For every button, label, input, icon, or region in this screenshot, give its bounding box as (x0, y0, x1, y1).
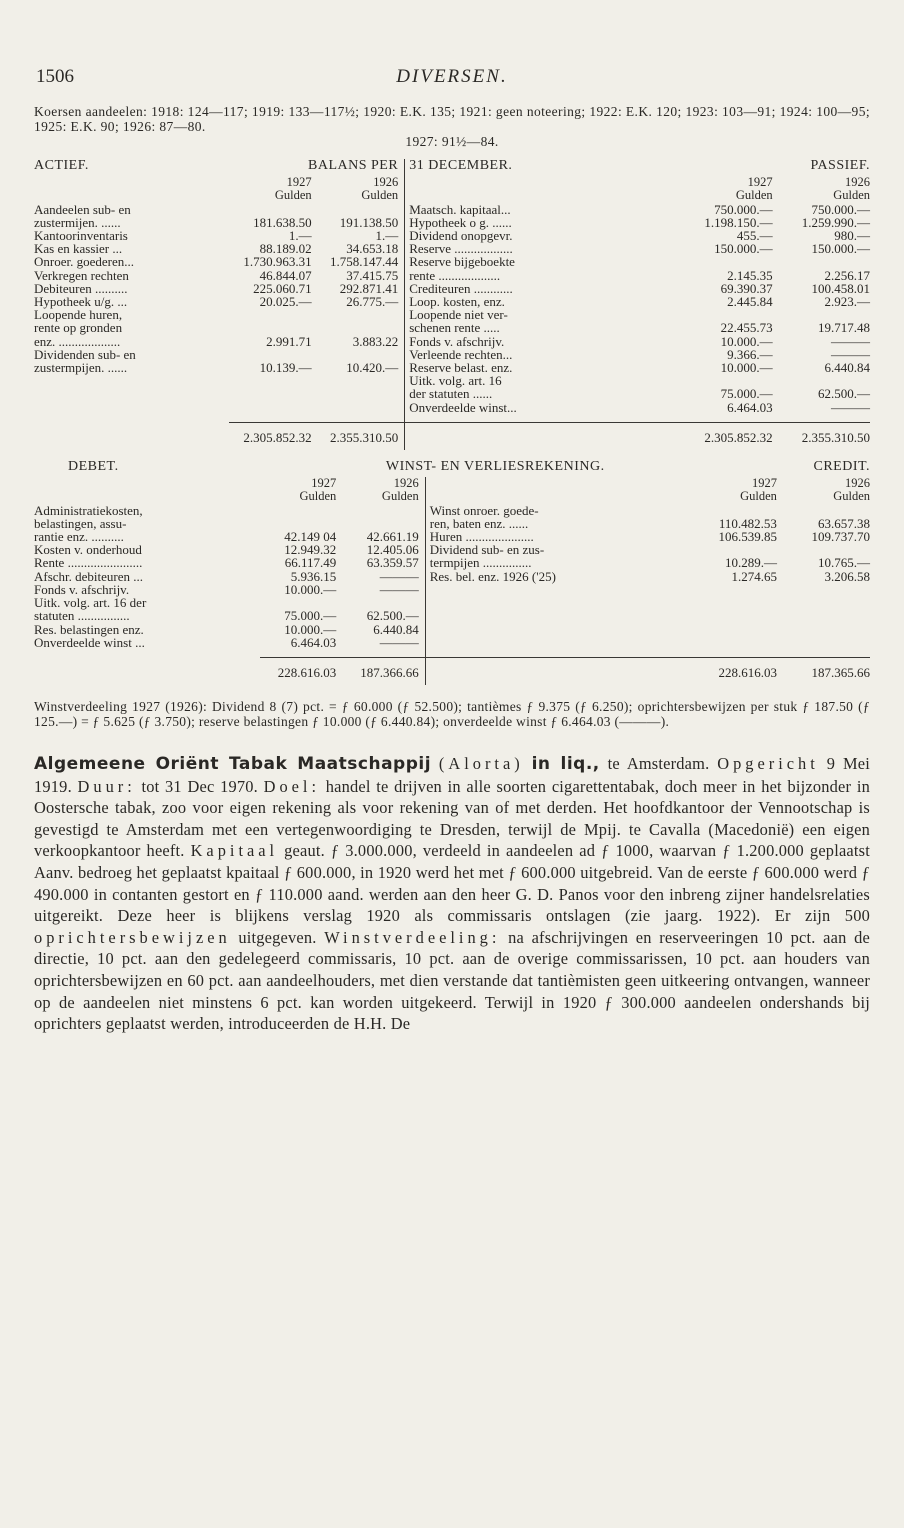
row-label: Huren ..................... (425, 530, 691, 543)
row-label: Dividenden sub- en (34, 346, 136, 362)
row-label: Loopende huren, (34, 307, 123, 323)
value-1927 (229, 321, 312, 334)
currency-label: Gulden (740, 489, 777, 504)
value-1927: 12.949.32 (284, 542, 337, 558)
value-1927: 106.539.85 (718, 529, 777, 545)
value-1926: 100.458.01 (811, 280, 870, 296)
share-prices-paragraph (34, 104, 870, 149)
value-1926: 19.717.48 (818, 320, 870, 336)
row-label (425, 609, 691, 622)
actief-heading: ACTIEF. (34, 158, 89, 173)
debet-heading: DEBET. (68, 459, 119, 475)
value-1927: 10.000.— (720, 333, 773, 349)
value-1927 (691, 636, 777, 649)
keyword-opgericht: Opgericht (717, 754, 819, 774)
value-1926: 980.— (834, 228, 870, 244)
value-1926: 62.500.— (818, 386, 870, 402)
value-1927: 10.000.— (720, 360, 773, 376)
value-1926 (312, 308, 405, 321)
row-label: schenen rente ..... (405, 321, 683, 334)
value-1926: 12.405.06 (366, 542, 419, 558)
entry-text: 9 Mei 1919. (34, 754, 870, 796)
entry-text: tot 31 Dec 1970. (141, 776, 258, 796)
value-1926 (773, 255, 870, 268)
row-label: Aandeelen sub- en (34, 201, 131, 217)
entry-text: uitgegeven. (238, 927, 317, 947)
row-label: Verleende rechten... (405, 348, 683, 361)
value-1926: 6.440.84 (373, 621, 419, 637)
entry-text: te Amsterdam. (607, 754, 710, 774)
row-label (34, 401, 229, 414)
year-1926: 1926 (373, 175, 399, 190)
row-label: zustermpijen. ...... (34, 360, 128, 376)
currency-label: Gulden (833, 188, 870, 203)
value-1926: ——— (379, 568, 419, 584)
profit-loss-table (34, 460, 870, 685)
value-1926: 2.256.17 (824, 267, 870, 283)
value-1927: 5.936.15 (290, 568, 337, 584)
value-1926 (312, 374, 405, 387)
value-1927: 10.139.— (259, 360, 312, 376)
value-1926: 6.440.84 (824, 360, 870, 376)
entry-text: handel te drijven in alle soorten cigarettentabak, doch meer in het bijzonder in Oostersche tabak, zoo voor eigen rekening als voor rekening van of met derden. Het hoofdkantoor der Vennootschap is gevestigd te Amsterdam met een vertegenwoordiging te Dresden, terwijl de Mpij. te Cavalla (Macedonië) een eigen verkoopkantoor heeft. (34, 776, 870, 861)
row-label: Afschr. debiteuren ... (34, 568, 144, 584)
passief-heading: PASSIEF. (810, 158, 870, 173)
table-row (34, 556, 870, 569)
row-label (425, 636, 691, 649)
table-row (34, 636, 870, 649)
value-1927: 1.274.65 (731, 568, 777, 584)
row-label: Res. bel. enz. 1926 ('25) (425, 570, 691, 583)
value-1927: 6.464.03 (727, 399, 773, 415)
value-1927: 6.464.03 (290, 634, 337, 650)
row-label: Loopende niet ver- (405, 308, 683, 321)
value-1926 (777, 504, 870, 517)
value-1927 (683, 255, 773, 268)
table-row (34, 583, 870, 596)
row-label: der statuten ...... (405, 387, 683, 400)
value-1927 (691, 583, 777, 596)
row-label (425, 623, 691, 636)
value-1927: 75.000.— (720, 386, 773, 402)
value-1927: 75.000.— (284, 608, 337, 624)
share-prices-line: Koersen aandeelen: 1918: 124—117; 1919: 133—117½; 1920: E.K. 135; 1921: geen noteering; 1922: E.K. 120; 1923: 103—91; 1924: 100—95; 1925: E.K. 90; 1926: 87—80. (34, 104, 870, 134)
value-1927: 1.198.150.— (704, 214, 773, 230)
row-label: Fonds v. afschrijv. (405, 335, 683, 348)
table-row (34, 255, 870, 268)
value-1926: 2.923.— (824, 294, 870, 310)
row-label: rente op gronden (34, 320, 123, 336)
liquidation-note: in liq., (531, 754, 600, 775)
value-1926: 63.359.57 (366, 555, 419, 571)
value-1927: 10.000.— (284, 621, 337, 637)
value-1926: 10.765.— (818, 555, 870, 571)
winst-heading: WINST- EN VERLIESREKENING. (385, 459, 605, 475)
value-1927: 110.482.53 (718, 515, 777, 531)
value-1926: 37.415.75 (346, 267, 399, 283)
table-row (34, 401, 870, 414)
value-1927: 66.117.49 (284, 555, 337, 571)
currency-label: Gulden (274, 188, 312, 203)
value-1926 (312, 401, 405, 414)
value-1926: 1.— (375, 228, 399, 244)
value-1926 (777, 623, 870, 636)
table-row (34, 335, 870, 348)
value-1927: 455.— (736, 228, 773, 244)
page-header (34, 60, 870, 90)
row-label: Crediteuren ............ (405, 282, 683, 295)
value-1927: 1.— (288, 228, 312, 244)
row-label: enz. ................... (34, 333, 121, 349)
page-number: 1506 (36, 66, 74, 87)
year-1926: 1926 (393, 476, 419, 491)
keyword-duur: Duur: (77, 776, 136, 796)
value-1927 (229, 203, 312, 216)
total-value: 228.616.03 (691, 657, 777, 685)
row-label: Rente ....................... (34, 555, 143, 571)
value-1926: 292.871.41 (339, 280, 399, 296)
total-value: 2.355.310.50 (312, 422, 405, 450)
row-label: Administratiekosten, (34, 502, 143, 518)
row-label: Reserve belast. enz. (405, 361, 683, 374)
value-1927: 9.366.— (727, 346, 773, 362)
value-1927: 69.390.37 (720, 280, 773, 296)
currency-label: Gulden (833, 489, 870, 504)
keyword-winstverdeeling: Winstverdeeling: (324, 927, 501, 947)
total-value: 2.355.310.50 (773, 422, 870, 450)
value-1926 (777, 596, 870, 609)
row-label (425, 596, 691, 609)
value-1927: 1.730.963.31 (243, 254, 312, 270)
value-1926: ——— (379, 581, 419, 597)
value-1926: ——— (831, 346, 870, 362)
row-label: Fonds v. afschrijv. (34, 581, 130, 597)
balance-totals-row (34, 422, 870, 450)
table-row (34, 504, 870, 517)
table-row (34, 570, 870, 583)
table-row (34, 321, 870, 334)
value-1926 (777, 583, 870, 596)
row-label: Verkregen rechten (34, 267, 129, 283)
value-1926 (312, 203, 405, 216)
value-1927 (260, 504, 337, 517)
row-label: Onverdeelde winst ... (34, 634, 145, 650)
value-1926: ——— (831, 399, 870, 415)
value-1927: 10.289.— (724, 555, 777, 571)
value-1926 (312, 321, 405, 334)
row-label: Onroer. goederen... (34, 254, 134, 270)
keyword-doel: Doel: (263, 776, 321, 796)
year-1927: 1927 (286, 175, 312, 190)
value-1927 (229, 387, 312, 400)
row-label: Kosten v. onderhoud (34, 542, 142, 558)
keyword-kapitaal: Kapitaal (190, 841, 279, 861)
row-label: Kas en kassier ... (34, 241, 123, 257)
row-label: Uitk. volg. art. 16 der (34, 595, 147, 611)
row-label (425, 583, 691, 596)
table-row (34, 387, 870, 400)
value-1927: 22.455.73 (720, 320, 773, 336)
row-label: Kantoorinventaris (34, 228, 128, 244)
value-1927: 2.445.84 (727, 294, 773, 310)
table-row (34, 596, 870, 609)
value-1926 (777, 636, 870, 649)
value-1926: 3.883.22 (352, 333, 399, 349)
keyword-oprichtersbewijzen: oprichtersbewijzen (34, 927, 231, 947)
row-label: ren, baten enz. ...... (425, 517, 691, 530)
row-label: Reserve bijgeboekte (405, 255, 683, 268)
row-label: zustermijen. ...... (34, 214, 121, 230)
share-prices-line-2: 1927: 91½—84. (405, 134, 499, 149)
entry-text: geaut. ƒ 3.000.000, verdeeld in aandeelen ad ƒ 1000, waarvan ƒ 1.200.000 geplaatst Aanv. bedroeg het geplaatst kpaitaal ƒ 600.000, in 1920 werd het met ƒ 600.000 uitgebreid. Van de eerste ƒ 600.000 werd ƒ 490.000 in contanten gestort en ƒ 110.000 aand. werden aan den heer G. D. Panos voor den inbreng zijner handelsrelaties uitgereikt. Deze heer is blijkens verslag 1920 als commissaris ontslagen (zie jaarg. 1922). Er zijn 500 (34, 841, 870, 926)
table-row (34, 203, 870, 216)
year-1927: 1927 (311, 476, 337, 491)
value-1927 (691, 623, 777, 636)
value-1926: 62.500.— (366, 608, 419, 624)
row-label: Loop. kosten, enz. (405, 295, 683, 308)
value-1926: ——— (379, 634, 419, 650)
value-1927 (691, 504, 777, 517)
value-1927: 225.060.71 (253, 280, 312, 296)
table-row (34, 269, 870, 282)
value-1926: 42.661.19 (366, 529, 419, 545)
currency-label: Gulden (361, 188, 399, 203)
year-1926: 1926 (845, 476, 870, 491)
total-value: 228.616.03 (260, 657, 337, 685)
row-label: Dividend onopgevr. (405, 229, 683, 242)
row-label: Debiteuren .......... (34, 280, 128, 296)
value-1926: 150.000.— (811, 241, 870, 257)
table-row (34, 609, 870, 622)
row-label: Winst onroer. goede- (425, 504, 691, 517)
value-1926 (777, 609, 870, 622)
value-1926: 34.653.18 (346, 241, 399, 257)
value-1927: 181.638.50 (253, 214, 312, 230)
value-1927 (229, 308, 312, 321)
value-1926: 1.758.147.44 (329, 254, 399, 270)
value-1927: 750.000.— (714, 201, 773, 217)
year-1927: 1927 (751, 476, 777, 491)
row-label: Onverdeelde winst... (405, 401, 683, 414)
value-1927: 20.025.— (259, 294, 312, 310)
balans-heading: BALANS PER (308, 158, 399, 173)
total-value: 187.365.66 (777, 657, 870, 685)
value-1926: 26.775.— (346, 294, 399, 310)
value-1927: 46.844.07 (259, 267, 312, 283)
row-label: Uitk. volg. art. 16 (405, 374, 683, 387)
value-1927: 150.000.— (714, 241, 773, 257)
table-row (34, 623, 870, 636)
profit-loss-totals-row (34, 657, 870, 685)
running-title: DIVERSEN. (396, 66, 508, 87)
row-label: rantie enz. .......... (34, 529, 124, 545)
balance-sheet-table (34, 159, 870, 450)
value-1926: 1.259.990.— (801, 214, 870, 230)
value-1927 (691, 609, 777, 622)
value-1926: 10.420.— (346, 360, 399, 376)
profit-distribution-paragraph: Winstverdeeling 1927 (1926): Dividend 8 (7) pct. = ƒ 60.000 (ƒ 52.500); tantièmes ƒ 9.375 (ƒ 6.250); oprichtersbewijzen per stuk ƒ 187.50 (ƒ 125.—) = ƒ 5.625 (ƒ 3.750); reserve belastingen ƒ 10.000 (ƒ 6.440.84); onverdeelde winst ƒ 6.464.03 (———). (34, 699, 870, 730)
value-1927 (691, 596, 777, 609)
total-value: 2.305.852.32 (229, 422, 312, 450)
value-1927: 88.189.02 (259, 241, 312, 257)
currency-label: Gulden (735, 188, 773, 203)
value-1927: 42.149 04 (284, 529, 337, 545)
currency-label: Gulden (299, 489, 337, 504)
entry-text: na afschrijvingen en reserveeringen 10 pct. aan de directie, 10 pct. aan den gedelegeerd commissaris, 10 pct. aan de overige commissarissen, 10 pct. aan houders van oprichtersbewijzen en 60 pct. aan aandeelhouders, met dien verstande dat tantièmisten geen uitkeering ontvangen, wanneer op de aandeelen niet minstens 6 pct. kan worden uitgekeerd. Terwijl in 1920 ƒ 300.000 aandeelen ondershands bij oprichters geplaatst werden, introduceerden de H.H. De (34, 927, 870, 1034)
value-1926: 3.206.58 (824, 568, 870, 584)
currency-label: Gulden (381, 489, 419, 504)
company-name: Algemeene Oriënt Tabak Maatschappij (34, 754, 432, 775)
row-label: statuten ................ (34, 608, 130, 624)
row-label: Maatsch. kapitaal... (405, 203, 683, 216)
row-label: belastingen, assu- (34, 515, 127, 531)
value-1927: 2.145.35 (727, 267, 773, 283)
row-label: termpijen ............... (425, 556, 691, 569)
total-value: 187.366.66 (336, 657, 425, 685)
value-1926: 750.000.— (811, 201, 870, 217)
row-label: Res. belastingen enz. (34, 621, 144, 637)
row-label: Dividend sub- en zus- (425, 543, 691, 556)
row-label: rente ................... (405, 269, 683, 282)
document-page (34, 60, 870, 1035)
value-1927 (229, 401, 312, 414)
value-1927: 2.991.71 (266, 333, 312, 349)
value-1927: 10.000.— (284, 581, 337, 597)
row-label: Hypotheek u/g. ... (34, 294, 128, 310)
row-label (34, 374, 229, 387)
value-1927 (229, 374, 312, 387)
row-label (34, 387, 229, 400)
value-1926: 191.138.50 (339, 214, 399, 230)
row-label: Reserve .................. (405, 242, 683, 255)
value-1926: 109.737.70 (811, 529, 870, 545)
row-label: Hypotheek o g. ...... (405, 216, 683, 229)
year-1927: 1927 (747, 175, 773, 190)
balans-heading-2: 31 DECEMBER. (405, 159, 683, 176)
value-1926: 63.657.38 (818, 515, 870, 531)
value-1926: ——— (831, 333, 870, 349)
year-1926: 1926 (845, 175, 870, 190)
value-1926 (336, 504, 425, 517)
total-value: 2.305.852.32 (683, 422, 773, 450)
value-1926 (312, 387, 405, 400)
credit-heading: CREDIT. (813, 459, 870, 475)
company-abbreviation: (Alorta) (438, 754, 524, 774)
company-entry (34, 753, 870, 1035)
